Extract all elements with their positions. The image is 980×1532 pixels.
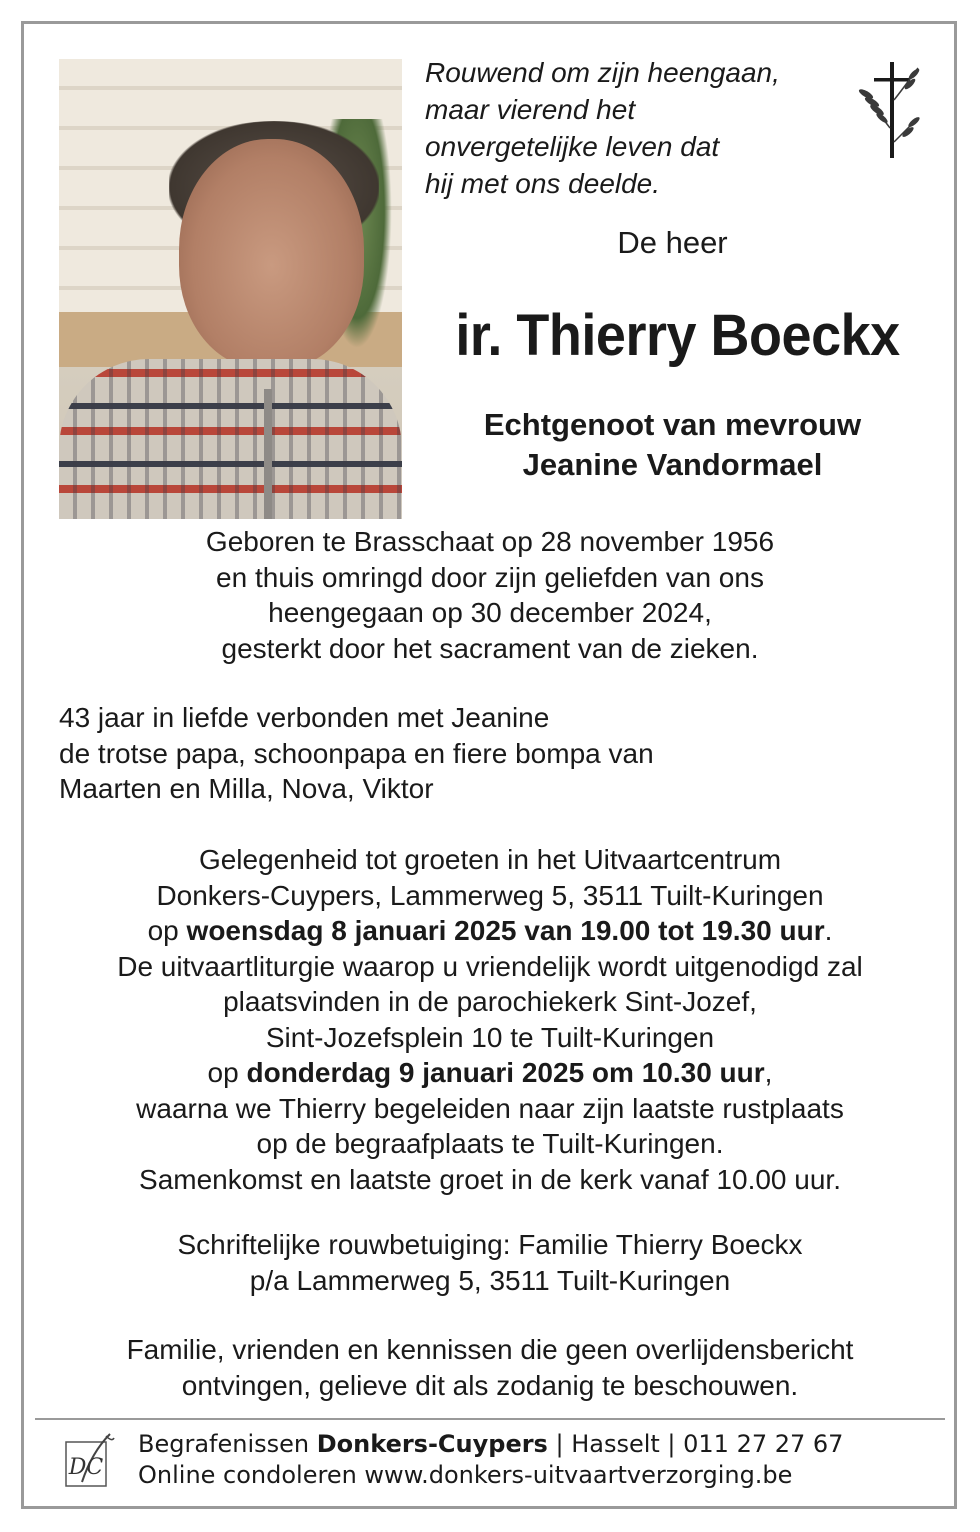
text-line	[20, 913, 960, 949]
text-line: De uitvaartliturgie waarop u vriendelijk wordt uitgenodigd zal	[117, 950, 863, 982]
spouse-info	[420, 405, 925, 485]
quote-line: onvergetelijke leven dat	[425, 131, 720, 162]
cross-with-wheat-icon	[852, 60, 932, 160]
text-line: waarna we Thierry begeleiden naar zijn laatste rustplaats	[136, 1092, 844, 1124]
text-line	[20, 1055, 960, 1091]
text-line: Schriftelijke rouwbetuiging: Familie Thierry Boeckx	[177, 1229, 803, 1260]
funeral-date: donderdag 9 januari 2025 om 10.30 uur	[246, 1057, 765, 1088]
footer-text: Begrafenissen	[138, 1430, 317, 1458]
text-line: Familie, vrienden en kennissen die geen overlijdensbericht	[126, 1334, 854, 1365]
text-line: Donkers-Cuypers, Lammerweg 5, 3511 Tuilt-Kuringen	[156, 879, 824, 911]
text-fragment: ,	[764, 1057, 773, 1088]
dc-logo-icon	[62, 1432, 120, 1492]
ceremony-info	[20, 842, 960, 1197]
text-line: 43 jaar in liefde verbonden met Jeanine	[59, 702, 550, 733]
text-line: heengegaan op 30 december 2024,	[268, 597, 712, 628]
family-info	[59, 700, 919, 807]
quote-line: Rouwend om zijn heengaan,	[425, 57, 780, 88]
deceased-name: ir. Thierry Boeckx	[455, 303, 900, 368]
quote-line: maar vierend het	[425, 94, 636, 125]
visitation-date: woensdag 8 januari 2025 van 19.00 tot 19.30 uur	[186, 915, 825, 946]
text-line: ontvingen, gelieve dit als zodanig te beschouwen.	[181, 1369, 799, 1401]
text-line: Sint-Jozefsplein 10 te Tuilt-Kuringen	[265, 1021, 715, 1053]
spouse-line: Echtgenoot van mevrouw	[483, 407, 862, 442]
text-line: Geboren te Brasschaat op 28 november 1956	[205, 526, 775, 557]
text-fragment: .	[824, 915, 833, 946]
text-line: Maarten en Milla, Nova, Viktor	[59, 773, 434, 804]
footer-text: | Hasselt | 011 27 27 67	[547, 1430, 844, 1458]
text-line: en thuis omringd door zijn geliefden van ons	[216, 561, 764, 593]
text-line: gesterkt door het sacrament van de zieken.	[221, 632, 759, 664]
portrait-photo	[59, 59, 402, 519]
footer-contact	[138, 1429, 843, 1491]
text-fragment: op	[147, 915, 187, 946]
title-prefix: De heer	[617, 225, 728, 260]
spouse-line: Jeanine Vandormael	[522, 447, 823, 482]
text-line: Gelegenheid tot groeten in het Uitvaartcentrum	[198, 844, 782, 875]
footer-website[interactable]: Online condoleren www.donkers-uitvaartverzorging.be	[138, 1461, 793, 1489]
condolence-address	[40, 1227, 940, 1298]
text-line: Samenkomst en laatste groet in de kerk vanaf 10.00 uur.	[139, 1163, 841, 1195]
company-name: Donkers-Cuypers	[316, 1430, 548, 1458]
text-line: plaatsvinden in de parochiekerk Sint-Jozef,	[223, 986, 757, 1017]
text-line: op de begraafplaats te Tuilt-Kuringen.	[256, 1128, 724, 1159]
divider	[35, 1418, 945, 1420]
birth-death-info	[40, 524, 940, 666]
quote	[425, 54, 845, 202]
quote-line: hij met ons deelde.	[425, 168, 661, 199]
notice-text	[40, 1332, 940, 1403]
text-line: p/a Lammerweg 5, 3511 Tuilt-Kuringen	[249, 1264, 731, 1296]
text-fragment: op	[207, 1057, 247, 1088]
footer-line	[138, 1429, 843, 1460]
text-line: de trotse papa, schoonpapa en fiere bompa van	[59, 737, 654, 769]
svg-text:DC: DC	[68, 1455, 104, 1480]
